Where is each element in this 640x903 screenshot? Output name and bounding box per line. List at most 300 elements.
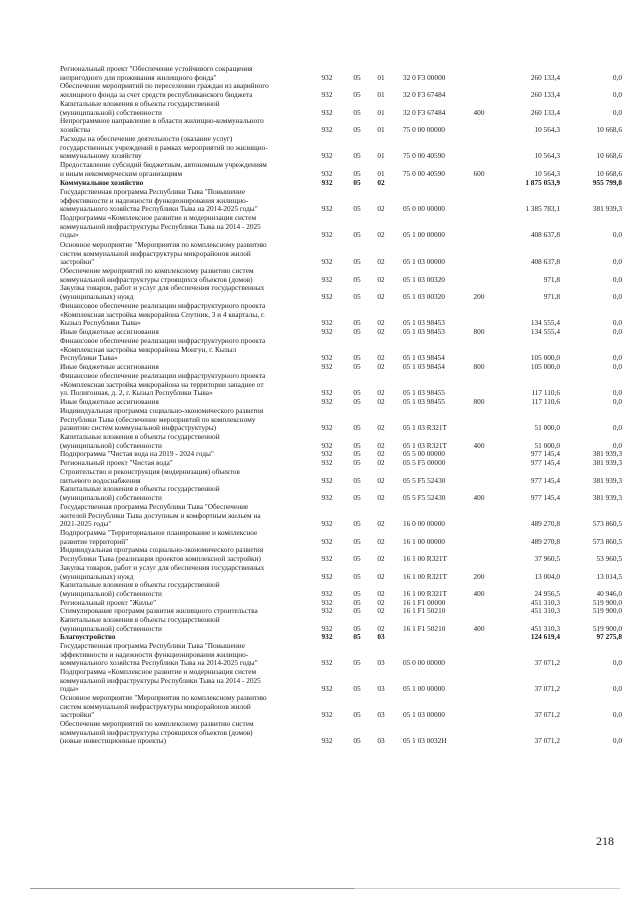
- table-row: [0, 161, 640, 178]
- row-cs: 05 1 03 0032H: [403, 736, 447, 746]
- row-pr: 01: [377, 72, 385, 82]
- row-cs: 05 5 00 00000: [403, 449, 445, 458]
- table-row: [0, 564, 640, 581]
- row-pr: 02: [377, 178, 385, 187]
- row-sum-2025: 0,0: [612, 274, 622, 284]
- row-pr: 02: [377, 327, 385, 336]
- row-gr: 932: [321, 318, 333, 328]
- table-row: [0, 188, 640, 214]
- row-sum-2024: 37 071,2: [534, 736, 560, 746]
- row-name-line: Капитальные вложения в объекты государственной: [60, 99, 220, 108]
- row-name-line: Обеспечение мероприятий по переселению граждан из аварийного: [60, 81, 269, 90]
- row-pr: 02: [377, 388, 385, 398]
- row-name-line: Подпрограмма "Чистая вода на 2019 - 2024 годы": [60, 449, 214, 458]
- row-rz: 05: [353, 458, 361, 467]
- row-rz: 05: [353, 230, 361, 240]
- row-name: [60, 65, 310, 82]
- row-name-line: эффективности и надежности функционирования жилищно-: [60, 649, 249, 659]
- row-gr: 932: [321, 449, 333, 458]
- row-rz: 05: [353, 204, 361, 214]
- row-name-line: Подпрограмма "Территориальное планирование и комплексное: [60, 528, 258, 537]
- bottom-rule: [30, 888, 620, 889]
- row-pr: 01: [377, 107, 385, 117]
- row-name-line: (муниципальных) нужд: [60, 291, 134, 301]
- row-gr: 932: [321, 440, 333, 450]
- table-row: [0, 503, 640, 529]
- row-cs: 16 1 F1 50210: [403, 606, 446, 615]
- row-name-line: Индивидуальная программа социально-экономического развития: [60, 545, 264, 554]
- table-row: [0, 284, 640, 301]
- row-sum-2025: 0,0: [612, 658, 622, 668]
- table-row: [0, 581, 640, 598]
- row-sum-2024: 105 000,0: [530, 353, 560, 363]
- row-sum-2025: 0,0: [612, 388, 622, 398]
- row-gr: 932: [321, 257, 333, 267]
- row-name-line: коммунальной инфраструктуры Республики Тыва на 2014 - 2025: [60, 675, 261, 685]
- row-sum-2024: 105 000,0: [530, 362, 560, 371]
- row-name-line: Республики Тыва (обеспечение мероприятий по комплексному: [60, 414, 256, 424]
- row-sum-2024: 489 270,8: [530, 519, 560, 529]
- row-name: [60, 214, 310, 240]
- row-cs: 75 0 00 00000: [403, 124, 445, 134]
- row-name-line: жителей Республики Тыва доступным и комфортным жильем на: [60, 510, 261, 520]
- row-rz: 05: [353, 598, 361, 607]
- row-name: [60, 267, 310, 284]
- row-vr: 400: [473, 440, 485, 450]
- row-name-line: Финансовое обеспечение реализации инфраструктурного проекта: [60, 336, 266, 345]
- row-cs: 05 1 03 00000: [403, 257, 445, 267]
- row-sum-2025: 381 939,3: [592, 449, 622, 458]
- row-gr: 932: [321, 553, 333, 563]
- row-rz: 05: [353, 423, 361, 433]
- row-sum-2025: 381 939,3: [592, 458, 622, 467]
- row-cs: 75 0 00 40590: [403, 168, 445, 178]
- row-gr: 932: [321, 178, 333, 187]
- row-sum-2025: 0,0: [612, 423, 622, 433]
- row-rz: 05: [353, 623, 361, 633]
- row-pr: 02: [377, 204, 385, 214]
- row-name-line: систем коммунальной инфраструктуры микрорайонов жилой: [60, 701, 251, 711]
- row-name-line: государственных учреждений в рамках мероприятий по жилищно-: [60, 142, 268, 152]
- row-gr: 932: [321, 684, 333, 694]
- row-name: [60, 503, 310, 529]
- row-name-line: Закупка товаров, работ и услуг для обеспечения государственных: [60, 283, 265, 292]
- row-pr: 02: [377, 423, 385, 433]
- row-sum-2025: 0,0: [612, 72, 622, 82]
- row-name-line: коммунальной инфраструктуры Республики Тыва на 2014 - 2025: [60, 221, 261, 231]
- table-row: [0, 267, 640, 284]
- row-gr: 932: [321, 168, 333, 178]
- row-name: [60, 485, 310, 502]
- row-sum-2025: 955 799,8: [592, 178, 622, 187]
- row-sum-2025: 10 668,6: [596, 124, 622, 134]
- row-sum-2024: 977 145,4: [530, 492, 560, 502]
- row-name-line: (муниципальной) собственности: [60, 440, 162, 450]
- row-cs: 05 1 03 98453: [403, 327, 445, 336]
- row-sum-2024: 10 564,3: [534, 168, 560, 178]
- row-name: [60, 135, 310, 161]
- row-vr: 400: [473, 623, 485, 633]
- row-pr: 02: [377, 440, 385, 450]
- row-pr: 02: [377, 519, 385, 529]
- row-gr: 932: [321, 423, 333, 433]
- row-rz: 05: [353, 632, 361, 641]
- row-sum-2024: 37 960,5: [534, 553, 560, 563]
- row-cs: 05 1 03 00320: [403, 274, 445, 284]
- row-name-line: 2021-2025 годы": [60, 519, 112, 529]
- row-rz: 05: [353, 291, 361, 301]
- row-name-line: коммунальному хозяйству: [60, 151, 142, 161]
- row-sum-2025: 0,0: [612, 318, 622, 328]
- row-rz: 05: [353, 519, 361, 529]
- row-gr: 932: [321, 736, 333, 746]
- row-pr: 02: [377, 353, 385, 363]
- row-name-line: развитие территорий": [60, 536, 129, 546]
- row-name-line: жилищного фонда за счет средств республиканского бюджета: [60, 89, 253, 99]
- row-rz: 05: [353, 257, 361, 267]
- row-name-line: питьевого водоснабжения: [60, 475, 141, 485]
- row-name: [60, 668, 310, 694]
- row-name-line: (муниципальной) собственности: [60, 107, 162, 117]
- row-gr: 932: [321, 397, 333, 406]
- table-row: [0, 117, 640, 134]
- row-sum-2025: 381 939,3: [592, 475, 622, 485]
- row-sum-2025: 0,0: [612, 736, 622, 746]
- row-cs: 16 1 00 R321T: [403, 588, 447, 598]
- row-name-line: коммунальной инфраструктуры строящихся объектов (домов): [60, 274, 253, 284]
- row-name-line: Капитальные вложения в объекты государственной: [60, 615, 220, 624]
- row-sum-2024: 117 110,6: [531, 388, 560, 398]
- row-rz: 05: [353, 89, 361, 99]
- row-sum-2024: 971,8: [543, 274, 560, 284]
- row-pr: 01: [377, 124, 385, 134]
- row-sum-2024: 124 619,4: [530, 632, 560, 641]
- row-name-line: (муниципальной) собственности: [60, 588, 162, 598]
- row-rz: 05: [353, 606, 361, 615]
- row-sum-2024: 489 270,8: [530, 536, 560, 546]
- row-sum-2025: 573 860,5: [592, 536, 622, 546]
- row-sum-2024: 977 145,4: [530, 458, 560, 467]
- table-row: [0, 468, 640, 485]
- row-name-line: (муниципальной) собственности: [60, 492, 162, 502]
- row-cs: 16 1 00 00000: [403, 536, 445, 546]
- row-sum-2025: 519 900,0: [592, 598, 622, 607]
- table-row: [0, 337, 640, 363]
- row-vr: 200: [473, 291, 485, 301]
- row-name-line: систем коммунальной инфраструктуры микрорайонов жилой: [60, 248, 251, 258]
- row-cs: 05 1 03 00320: [403, 291, 445, 301]
- row-gr: 932: [321, 475, 333, 485]
- row-rz: 05: [353, 736, 361, 746]
- row-gr: 932: [321, 458, 333, 467]
- row-cs: 16 1 00 R321T: [403, 571, 447, 581]
- row-cs: 32 0 F3 67484: [403, 107, 446, 117]
- row-rz: 05: [353, 274, 361, 284]
- row-name-line: эффективности и надежности функционирования жилищно-: [60, 195, 249, 205]
- row-name-line: «Комплексная застройка микрорайона Спутник, 3 и 4 кварталы, г.: [60, 309, 265, 319]
- row-rz: 05: [353, 492, 361, 502]
- row-name: [60, 720, 310, 746]
- row-name: [60, 642, 310, 668]
- row-name: [60, 468, 310, 485]
- table-row: [0, 135, 640, 161]
- row-name-line: Основное мероприятие "Мероприятия по комплексному развитию: [60, 240, 267, 249]
- row-name-line: Финансовое обеспечение реализации инфраструктурного проекта: [60, 371, 266, 380]
- table-row: [0, 720, 640, 746]
- table-row: [0, 694, 640, 720]
- row-cs: 16 1 F1 50210: [403, 623, 446, 633]
- row-name-line: Основное мероприятие "Мероприятия по комплексному развитию: [60, 693, 267, 702]
- row-pr: 02: [377, 588, 385, 598]
- row-gr: 932: [321, 519, 333, 529]
- row-cs: 05 1 03 98455: [403, 397, 445, 406]
- row-sum-2024: 451 310,3: [530, 623, 560, 633]
- row-gr: 932: [321, 204, 333, 214]
- row-sum-2025: 0,0: [612, 291, 622, 301]
- row-rz: 05: [353, 536, 361, 546]
- row-sum-2025: 519 900,0: [592, 606, 622, 615]
- row-pr: 02: [377, 598, 385, 607]
- row-name: [60, 100, 310, 117]
- row-cs: 16 1 00 R321T: [403, 553, 447, 563]
- row-name-line: Обеспечение мероприятий по комплексному развитию систем: [60, 266, 254, 275]
- row-name: [60, 407, 310, 433]
- row-name: [60, 241, 310, 267]
- row-cs: 05 1 00 00000: [403, 230, 445, 240]
- row-name-line: хозяйства: [60, 124, 91, 134]
- row-pr: 03: [377, 632, 385, 641]
- row-name-line: Закупка товаров, работ и услуг для обеспечения государственных: [60, 563, 265, 572]
- table-row: [0, 616, 640, 633]
- row-vr: 800: [473, 362, 485, 371]
- row-rz: 05: [353, 440, 361, 450]
- row-name-line: Непрограммное направление в области жилищно-коммунального: [60, 116, 264, 125]
- row-name: [60, 117, 310, 134]
- row-name-line: годы»: [60, 684, 79, 694]
- row-cs: 05 1 03 R321T: [403, 423, 447, 433]
- table-row: [0, 433, 640, 450]
- row-sum-2024: 37 071,2: [534, 684, 560, 694]
- row-pr: 01: [377, 89, 385, 99]
- row-gr: 932: [321, 72, 333, 82]
- row-pr: 02: [377, 362, 385, 371]
- row-name: [60, 337, 310, 363]
- row-pr: 02: [377, 449, 385, 458]
- row-pr: 02: [377, 291, 385, 301]
- row-cs: 16 1 F1 00000: [403, 598, 446, 607]
- row-rz: 05: [353, 353, 361, 363]
- table-row: [0, 546, 640, 563]
- row-name-line: непригодного для проживания жилищного фонда": [60, 72, 217, 82]
- row-name-line: Благоустройство: [60, 632, 116, 641]
- row-name-line: развитию систем коммунальной инфраструктуры): [60, 423, 217, 433]
- row-sum-2024: 37 071,2: [534, 710, 560, 720]
- row-sum-2024: 408 637,8: [530, 257, 560, 267]
- row-rz: 05: [353, 710, 361, 720]
- row-rz: 05: [353, 388, 361, 398]
- row-name: [60, 581, 310, 598]
- row-sum-2024: 37 071,2: [534, 658, 560, 668]
- row-gr: 932: [321, 632, 333, 641]
- table-row: [0, 642, 640, 668]
- row-name-line: застройки": [60, 710, 95, 720]
- row-pr: 02: [377, 274, 385, 284]
- row-gr: 932: [321, 89, 333, 99]
- row-cs: 05 1 03 R321T: [403, 440, 447, 450]
- row-name-line: коммунального хозяйства Республики Тыва на 2014-2025 годы": [60, 204, 258, 214]
- row-sum-2025: 519 900,0: [592, 623, 622, 633]
- row-sum-2024: 977 145,4: [530, 475, 560, 485]
- row-gr: 932: [321, 124, 333, 134]
- row-name-line: Капитальные вложения в объекты государственной: [60, 432, 220, 441]
- row-pr: 03: [377, 684, 385, 694]
- row-name-line: Республики Тыва»: [60, 353, 118, 363]
- table-row: [0, 407, 640, 433]
- row-name-line: Кызыл Республики Тыва»: [60, 318, 141, 328]
- row-cs: 32 0 F3 67484: [403, 89, 446, 99]
- row-gr: 932: [321, 598, 333, 607]
- row-rz: 05: [353, 571, 361, 581]
- row-name-line: Индивидуальная программа социально-экономического развития: [60, 406, 264, 415]
- row-gr: 932: [321, 327, 333, 336]
- row-rz: 05: [353, 178, 361, 187]
- row-rz: 05: [353, 168, 361, 178]
- row-sum-2025: 97 275,8: [596, 632, 622, 641]
- row-vr: 400: [473, 492, 485, 502]
- row-pr: 02: [377, 475, 385, 485]
- row-name: [60, 694, 310, 720]
- row-sum-2025: 10 668,6: [596, 151, 622, 161]
- row-sum-2024: 260 133,4: [530, 72, 560, 82]
- row-gr: 932: [321, 353, 333, 363]
- row-cs: 05 0 00 00000: [403, 204, 445, 214]
- row-cs: 05 5 F5 52430: [403, 492, 446, 502]
- row-name-line: Иные бюджетные ассигнования: [60, 327, 159, 336]
- row-pr: 02: [377, 536, 385, 546]
- table-row: [0, 485, 640, 502]
- row-pr: 02: [377, 458, 385, 467]
- row-name-line: коммунальной инфраструктуры строящихся объектов (домов): [60, 727, 253, 737]
- row-vr: 800: [473, 397, 485, 406]
- row-name-line: коммунального хозяйства Республики Тыва на 2014-2025 годы": [60, 658, 258, 668]
- row-sum-2025: 0,0: [612, 684, 622, 694]
- row-name-line: Строительство и реконструкция (модернизация) объектов: [60, 467, 240, 476]
- row-sum-2024: 134 555,4: [530, 318, 560, 328]
- row-name-line: Капитальные вложения в объекты государственной: [60, 580, 220, 589]
- row-pr: 02: [377, 623, 385, 633]
- row-sum-2024: 51 000,0: [534, 440, 560, 450]
- row-sum-2025: 0,0: [612, 397, 622, 406]
- row-rz: 05: [353, 327, 361, 336]
- row-name-line: Коммунальное хозяйство: [60, 178, 144, 187]
- row-name-line: Государственная программа Республики Тыва "Повышение: [60, 641, 245, 650]
- table-row: [0, 100, 640, 117]
- row-sum-2024: 971,8: [543, 291, 560, 301]
- row-pr: 02: [377, 397, 385, 406]
- row-name-line: Подпрограмма «Комплексное развитие и модернизация систем: [60, 667, 257, 676]
- row-sum-2025: 10 668,6: [596, 168, 622, 178]
- row-gr: 932: [321, 362, 333, 371]
- row-sum-2025: 0,0: [612, 230, 622, 240]
- row-sum-2025: 0,0: [612, 440, 622, 450]
- row-name-line: застройки": [60, 257, 95, 267]
- row-gr: 932: [321, 274, 333, 284]
- row-rz: 05: [353, 449, 361, 458]
- row-rz: 05: [353, 107, 361, 117]
- row-sum-2024: 408 637,8: [530, 230, 560, 240]
- row-pr: 03: [377, 710, 385, 720]
- row-pr: 02: [377, 553, 385, 563]
- row-sum-2024: 24 956,5: [534, 588, 560, 598]
- row-pr: 02: [377, 230, 385, 240]
- row-vr: 400: [473, 107, 485, 117]
- row-name-line: (муниципальной) собственности: [60, 623, 162, 633]
- row-sum-2025: 0,0: [612, 257, 622, 267]
- row-pr: 03: [377, 736, 385, 746]
- row-name-line: Расходы на обеспечение деятельности (оказание услуг): [60, 134, 233, 143]
- row-sum-2025: 381 939,3: [592, 492, 622, 502]
- page-number: 218: [596, 834, 614, 848]
- row-pr: 02: [377, 318, 385, 328]
- row-vr: 200: [473, 571, 485, 581]
- row-cs: 05 1 03 00000: [403, 710, 445, 720]
- row-name-line: Предоставление субсидий бюджетным, автономным учреждениям: [60, 160, 267, 169]
- row-rz: 05: [353, 362, 361, 371]
- row-sum-2025: 0,0: [612, 89, 622, 99]
- row-gr: 932: [321, 606, 333, 615]
- row-gr: 932: [321, 230, 333, 240]
- row-name: [60, 302, 310, 328]
- row-sum-2025: 40 946,0: [596, 588, 622, 598]
- row-sum-2024: 117 110,6: [531, 397, 560, 406]
- row-gr: 932: [321, 623, 333, 633]
- table-row: [0, 668, 640, 694]
- row-name-line: (муниципальных) нужд: [60, 571, 134, 581]
- table-row: [0, 529, 640, 546]
- row-name-line: Иные бюджетные ассигнования: [60, 397, 159, 406]
- row-cs: 05 5 F5 00000: [403, 458, 446, 467]
- row-pr: 02: [377, 257, 385, 267]
- row-vr: 600: [473, 168, 485, 178]
- row-name: [60, 529, 310, 546]
- row-name-line: ул. Полигонная, д. 2, г. Кызыл Республики Тыва»: [60, 388, 213, 398]
- row-name-line: «Комплексная застройка микрорайона на территории западнее от: [60, 379, 264, 389]
- row-name-line: Подпрограмма «Комплексное развитие и модернизация систем: [60, 213, 257, 222]
- row-rz: 05: [353, 475, 361, 485]
- row-sum-2025: 0,0: [612, 362, 622, 371]
- row-sum-2024: 977 145,4: [530, 449, 560, 458]
- row-cs: 05 5 F5 52430: [403, 475, 446, 485]
- row-pr: 03: [377, 658, 385, 668]
- row-sum-2024: 1 875 053,9: [525, 178, 560, 187]
- row-sum-2025: 0,0: [612, 327, 622, 336]
- row-gr: 932: [321, 588, 333, 598]
- table-row: [0, 241, 640, 267]
- row-rz: 05: [353, 684, 361, 694]
- row-sum-2024: 10 564,3: [534, 151, 560, 161]
- row-name-line: «Комплексная застройка микрорайона Монгун, г. Кызыл: [60, 344, 237, 354]
- row-name-line: Региональный проект "Жилье": [60, 598, 157, 607]
- row-sum-2025: 381 939,3: [592, 204, 622, 214]
- row-name: [60, 161, 310, 178]
- row-sum-2025: 13 014,5: [596, 571, 622, 581]
- row-name-line: Региональный проект "Чистая вода": [60, 458, 173, 467]
- row-gr: 932: [321, 571, 333, 581]
- row-sum-2024: 10 564,3: [534, 124, 560, 134]
- table-row: [0, 65, 640, 82]
- row-name-line: Иные бюджетные ассигнования: [60, 362, 159, 371]
- row-name: [60, 564, 310, 581]
